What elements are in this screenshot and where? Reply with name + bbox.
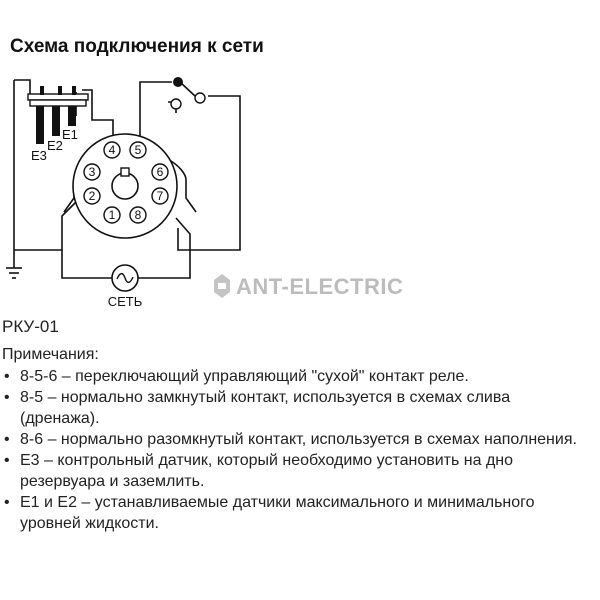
electrode-e3 bbox=[36, 106, 44, 144]
wiring-diagram bbox=[0, 60, 600, 310]
list-item: • 8-5 – нормально замкнутый контакт, используется в схемах слива (дренажа). bbox=[2, 387, 592, 429]
electrode-e2 bbox=[52, 106, 60, 136]
wire-to-e3 bbox=[14, 80, 30, 94]
ground-icon bbox=[6, 268, 22, 278]
pin-label-4: 4 bbox=[108, 143, 116, 157]
wire-supply-left bbox=[62, 250, 112, 278]
model-label: РКУ-01 bbox=[2, 317, 59, 336]
list-item: • 8-6 – нормально разомкнутый контакт, используется в схемах наполнения. bbox=[2, 429, 592, 450]
list-item: • Е1 и Е2 – устанавливаемые датчики максимального и минимального уровней жидкости. bbox=[2, 492, 592, 534]
relay-switch bbox=[171, 77, 205, 109]
pin-label-3: 3 bbox=[88, 165, 96, 179]
ac-supply-icon bbox=[112, 265, 138, 291]
diagram-title: Схема подключения к сети bbox=[10, 36, 264, 57]
list-item: • 8-5-6 – переключающий управляющий "сухой" контакт реле. bbox=[2, 366, 592, 387]
watermark-text: ANT-ELECTRIC bbox=[236, 274, 404, 299]
electrode-label-e3: E3 bbox=[31, 148, 47, 163]
relay-socket bbox=[73, 134, 177, 238]
wire-relay-right bbox=[178, 96, 240, 250]
list-item: • Е3 – контрольный датчик, который необходимо установить на дно резервуара и заземлить. bbox=[2, 450, 592, 492]
pin-label-1: 1 bbox=[108, 208, 116, 222]
electrode-label-e1: E1 bbox=[62, 127, 78, 142]
notes-list bbox=[2, 366, 592, 534]
ant-electric-watermark bbox=[214, 274, 403, 299]
pin-label-2: 2 bbox=[88, 189, 96, 203]
pin-label-8: 8 bbox=[134, 208, 142, 222]
pin-label-5: 5 bbox=[134, 143, 142, 157]
notes-heading: Примечания: bbox=[2, 346, 99, 363]
electrode-holder bbox=[28, 86, 88, 144]
electrode-label-e2: E2 bbox=[47, 138, 63, 153]
pin-label-6: 6 bbox=[156, 165, 164, 179]
supply-label: СЕТЬ bbox=[107, 294, 143, 309]
electrode-e1 bbox=[68, 106, 76, 126]
wire-pin2 bbox=[14, 196, 82, 250]
pin-label-7: 7 bbox=[156, 189, 164, 203]
